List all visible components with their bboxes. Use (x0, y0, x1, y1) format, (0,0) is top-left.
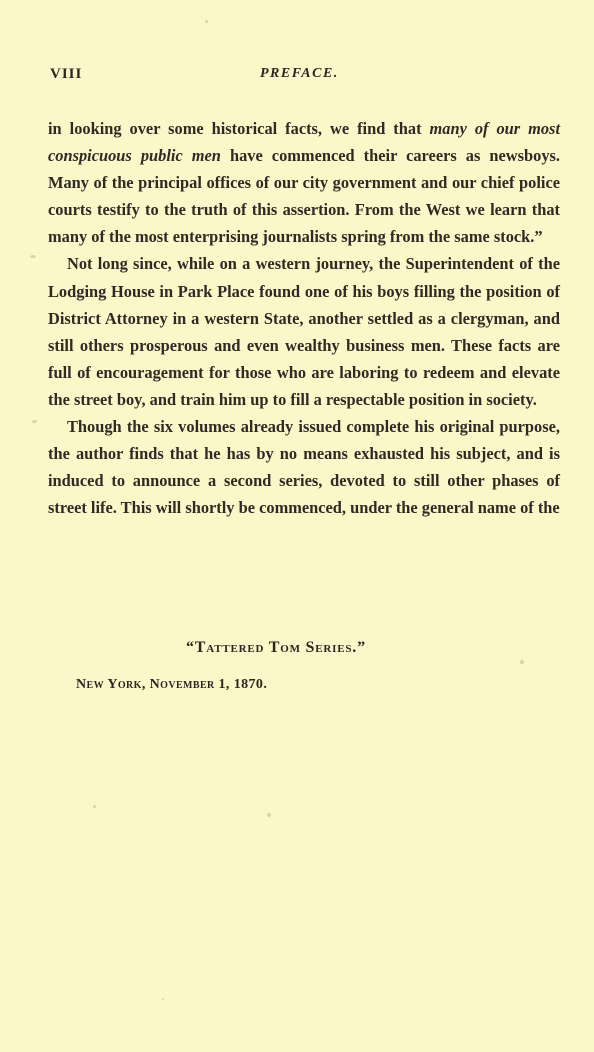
signature-line: New York, November 1, 1870. (76, 677, 268, 692)
paragraph-2-segment-1: Not long since, while on a western journey, the Superintendent of the Lodging House in Park Place found one of his boys filling the position of District Attorney in a western State, another settled as a clergyman, and still others prosperous and even wealthy business men. These facts are full of encouragement for those who are laboring to redeem and elevate the street boy, and train him up to fill a respectable position in society. (48, 254, 560, 409)
paragraph-1-emphasis: many of our most conspicuous public men (48, 119, 560, 166)
paragraph-1 (48, 115, 560, 250)
series-title: “Tattered Tom Series.” (186, 639, 366, 656)
paper-speck (30, 255, 36, 258)
paper-speck (32, 420, 37, 423)
paper-speck (162, 998, 164, 1000)
paragraph-1-segment-1: in looking over some historical facts, we find that (48, 119, 430, 138)
paragraph-2 (48, 250, 560, 413)
paper-speck (267, 813, 271, 817)
page-number: VIII (50, 66, 83, 82)
paragraph-3-segment-1: Though the six volumes already issued complete his original purpose, the author finds that he has by no means exhausted his subject, and is induced to announce a second series, devoted to still other phases of street life. This will shortly be commenced, under the general name of the (48, 417, 560, 518)
paragraph-1-segment-3: have commenced their careers as newsboys. Many of the principal offices of our city government and our chief police courts testify to the truth of this assertion. From the West we learn that many of the most enterprising journalists spring from the same stock.” (48, 146, 560, 247)
paper-speck (93, 805, 96, 808)
paper-speck (205, 20, 208, 23)
paragraph-3 (48, 413, 560, 521)
paper-speck (520, 660, 524, 664)
running-title: PREFACE. (260, 66, 339, 81)
preface-body (48, 115, 560, 521)
page-header (50, 66, 550, 88)
